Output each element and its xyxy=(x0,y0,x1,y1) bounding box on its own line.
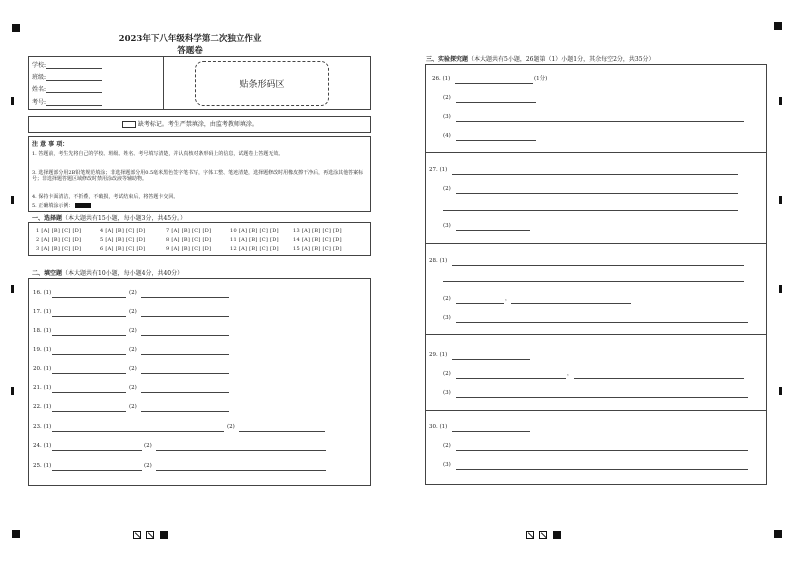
q21-2-blank[interactable] xyxy=(141,392,229,393)
q26-1-blank[interactable] xyxy=(455,83,533,84)
side-mark xyxy=(11,387,14,395)
q29-1-blank[interactable] xyxy=(452,359,530,360)
q26-4: (4) xyxy=(443,133,451,139)
choice-group-11[interactable]: 11 [A] [B] [C] [D] xyxy=(230,237,279,243)
exam-number-field[interactable] xyxy=(32,97,102,106)
page-code-square xyxy=(553,531,561,539)
q25-1: 25. (1) xyxy=(33,463,52,469)
class-field[interactable] xyxy=(32,72,102,81)
q23-1: 23. (1) xyxy=(33,424,52,430)
q17-2: (2) xyxy=(129,309,137,315)
q28-3-blank[interactable] xyxy=(456,322,748,323)
q23-1-blank[interactable] xyxy=(52,431,224,432)
q27-3: (3) xyxy=(443,223,451,229)
school-field[interactable] xyxy=(32,60,102,69)
fill-blank-box xyxy=(28,278,371,486)
q19-2-blank[interactable] xyxy=(141,354,229,355)
q26-score: (1分) xyxy=(534,76,548,82)
q26-2-blank[interactable] xyxy=(456,102,536,103)
q28-1-blank[interactable] xyxy=(452,265,744,266)
q30-2: (2) xyxy=(443,443,451,449)
q30-3-blank[interactable] xyxy=(456,469,748,470)
choice-row[interactable] xyxy=(36,237,342,243)
q17-1: 17. (1) xyxy=(33,309,52,315)
q26-2: (2) xyxy=(443,95,451,101)
choice-group-6[interactable]: 6 [A] [B] [C] [D] xyxy=(100,246,146,252)
q28-1-blank-line2[interactable] xyxy=(443,281,744,282)
q25-2: (2) xyxy=(144,463,152,469)
q24-2-blank[interactable] xyxy=(156,450,326,451)
absent-text: 缺考标记。考生严禁填涂，由监考教师填涂。 xyxy=(137,121,258,128)
registration-mark-top-left xyxy=(12,24,20,32)
section3-heading: 三、实验探究题（本大题共有5小题，26题第（1）小题1分，其余每空2分，共35分） xyxy=(426,56,655,63)
q26-3: (3) xyxy=(443,114,451,120)
q27-1-blank[interactable] xyxy=(452,174,738,175)
q29-comma: ， xyxy=(567,371,573,377)
q18-2: (2) xyxy=(129,328,137,334)
choice-group-3[interactable]: 3 [A] [B] [C] [D] xyxy=(36,246,82,252)
page-code-square xyxy=(133,531,141,539)
q30-2-blank[interactable] xyxy=(456,450,748,451)
choice-group-1[interactable]: 1 [A] [B] [C] [D] xyxy=(36,228,82,234)
q20-1-blank[interactable] xyxy=(52,373,126,374)
registration-mark-top-right xyxy=(774,22,782,30)
q30-1-blank[interactable] xyxy=(452,431,530,432)
q29-2-blank-b[interactable] xyxy=(574,378,744,379)
class-label: 班级: xyxy=(32,74,47,81)
q16-2: (2) xyxy=(129,290,137,296)
fill-example-label: 5. 正确填涂示例： xyxy=(32,203,74,209)
section2-heading: 二、填空题（本大题共有10小题，每小题4分，共40分） xyxy=(32,270,184,277)
choice-group-12[interactable]: 12 [A] [B] [C] [D] xyxy=(230,246,279,252)
q22-2: (2) xyxy=(129,404,137,410)
choice-row[interactable] xyxy=(36,228,342,234)
choice-group-5[interactable]: 5 [A] [B] [C] [D] xyxy=(100,237,146,243)
page-code-square xyxy=(146,531,154,539)
q19-2: (2) xyxy=(129,347,137,353)
choice-group-4[interactable]: 4 [A] [B] [C] [D] xyxy=(100,228,146,234)
q29-1: 29. (1) xyxy=(429,352,448,358)
exam-number-label: 考号: xyxy=(32,99,47,106)
q24-2: (2) xyxy=(144,443,152,449)
q29-3: (3) xyxy=(443,390,451,396)
choice-group-9[interactable]: 9 [A] [B] [C] [D] xyxy=(166,246,212,252)
q16-2-blank[interactable] xyxy=(141,297,229,298)
q21-2: (2) xyxy=(129,385,137,391)
q28-2-blank-b[interactable] xyxy=(511,303,631,304)
page-code-square xyxy=(526,531,534,539)
q24-1-blank[interactable] xyxy=(52,450,142,451)
q25-2-blank[interactable] xyxy=(156,470,326,471)
q17-2-blank[interactable] xyxy=(141,316,229,317)
q28-comma: ， xyxy=(505,296,511,302)
page-subtitle: 答题卷 xyxy=(177,46,203,56)
q22-1: 22. (1) xyxy=(33,404,52,410)
notice-item-4: 4. 保持卡面清洁，不折叠，不破损，考试结束后，将答题卡交回。 xyxy=(32,194,179,200)
q23-2: (2) xyxy=(227,424,235,430)
q19-1: 19. (1) xyxy=(33,347,52,353)
q20-2-blank[interactable] xyxy=(141,373,229,374)
q27-2: (2) xyxy=(443,186,451,192)
q20-1: 20. (1) xyxy=(33,366,52,372)
choice-group-8[interactable]: 8 [A] [B] [C] [D] xyxy=(166,237,212,243)
notice-title: 注 意 事 项： xyxy=(32,141,69,148)
experiment-box xyxy=(425,64,767,485)
q27-2-blank-line2[interactable] xyxy=(443,210,738,211)
q26-4-blank[interactable] xyxy=(456,140,536,141)
q18-1-blank[interactable] xyxy=(52,335,126,336)
q21-1-blank[interactable] xyxy=(52,392,126,393)
q18-1: 18. (1) xyxy=(33,328,52,334)
side-mark xyxy=(779,97,782,105)
choice-row[interactable] xyxy=(36,246,342,252)
q28-3: (3) xyxy=(443,315,451,321)
section1-heading: 一、选择题（本大题共有15小题，每小题3分，共45分。） xyxy=(32,215,187,222)
notice-item-5 xyxy=(32,203,91,209)
q19-1-blank[interactable] xyxy=(52,354,126,355)
side-mark xyxy=(779,387,782,395)
q21-1: 21. (1) xyxy=(33,385,52,391)
q16-1-blank[interactable] xyxy=(52,297,126,298)
q25-1-blank[interactable] xyxy=(52,470,142,471)
registration-mark-bottom-right xyxy=(774,530,782,538)
q26-3-blank[interactable] xyxy=(456,121,744,122)
q27-2-blank[interactable] xyxy=(456,193,738,194)
q29-2: (2) xyxy=(443,371,451,377)
q22-2-blank[interactable] xyxy=(141,411,229,412)
notice-item-3: 3. 选择题部分用2B铅笔规范填涂；非选择题部分用0.5毫米黑色签字笔书写，字体工整、笔迹清楚，选择题修改时用橡皮擦干净后，再选涂其他答案标号；非选择题答题区域修改时禁用涂改液等辅助物。 xyxy=(32,170,364,182)
q20-2: (2) xyxy=(129,366,137,372)
choice-group-2[interactable]: 2 [A] [B] [C] [D] xyxy=(36,237,82,243)
school-label: 学校: xyxy=(32,62,47,69)
q22-1-blank[interactable] xyxy=(52,411,126,412)
q26-1: 26. (1) xyxy=(432,76,451,82)
q30-1: 30. (1) xyxy=(429,424,448,430)
q27-divider xyxy=(425,243,767,244)
q16-1: 16. (1) xyxy=(33,290,52,296)
q28-2: (2) xyxy=(443,296,451,302)
name-label: 姓名: xyxy=(32,86,47,93)
q29-divider xyxy=(425,410,767,411)
q28-2-blank-a[interactable] xyxy=(456,303,504,304)
notice-item-1: 1. 答题前，考生先将自己的学校、班级、姓名、考号填写清楚，并认真核对条形码上的信息，试题卷上答题无效。 xyxy=(32,151,284,157)
q30-3: (3) xyxy=(443,462,451,468)
q18-2-blank[interactable] xyxy=(141,335,229,336)
choice-group-15[interactable]: 15 [A] [B] [C] [D] xyxy=(293,246,342,252)
info-divider xyxy=(163,56,164,110)
choice-group-14[interactable]: 14 [A] [B] [C] [D] xyxy=(293,237,342,243)
q23-2-blank[interactable] xyxy=(239,431,325,432)
registration-mark-bottom-left xyxy=(12,530,20,538)
side-mark xyxy=(779,285,782,293)
choice-group-13[interactable]: 13 [A] [B] [C] [D] xyxy=(293,228,342,234)
side-mark xyxy=(11,285,14,293)
q26-divider xyxy=(425,152,767,153)
q17-1-blank[interactable] xyxy=(52,316,126,317)
q27-3-blank[interactable] xyxy=(456,230,530,231)
side-mark xyxy=(779,196,782,204)
barcode-label: 贴条形码区 xyxy=(239,80,285,90)
absent-checkbox[interactable] xyxy=(122,121,136,128)
q29-2-blank-a[interactable] xyxy=(456,378,566,379)
page-code-square xyxy=(160,531,168,539)
side-mark xyxy=(11,196,14,204)
page-title: 2023年下八年级科学第二次独立作业 xyxy=(118,34,262,44)
q28-divider xyxy=(425,334,767,335)
choice-group-7[interactable]: 7 [A] [B] [C] [D] xyxy=(166,228,212,234)
page-code-square xyxy=(539,531,547,539)
choice-group-10[interactable]: 10 [A] [B] [C] [D] xyxy=(230,228,279,234)
fill-example-swatch xyxy=(75,203,91,208)
q27-1: 27. (1) xyxy=(429,167,448,173)
absent-mark[interactable] xyxy=(122,121,258,129)
q28-1: 28. (1) xyxy=(429,258,448,264)
name-field[interactable] xyxy=(32,84,102,93)
q24-1: 24. (1) xyxy=(33,443,52,449)
q29-3-blank[interactable] xyxy=(456,397,748,398)
barcode-area xyxy=(195,61,329,106)
side-mark xyxy=(11,97,14,105)
